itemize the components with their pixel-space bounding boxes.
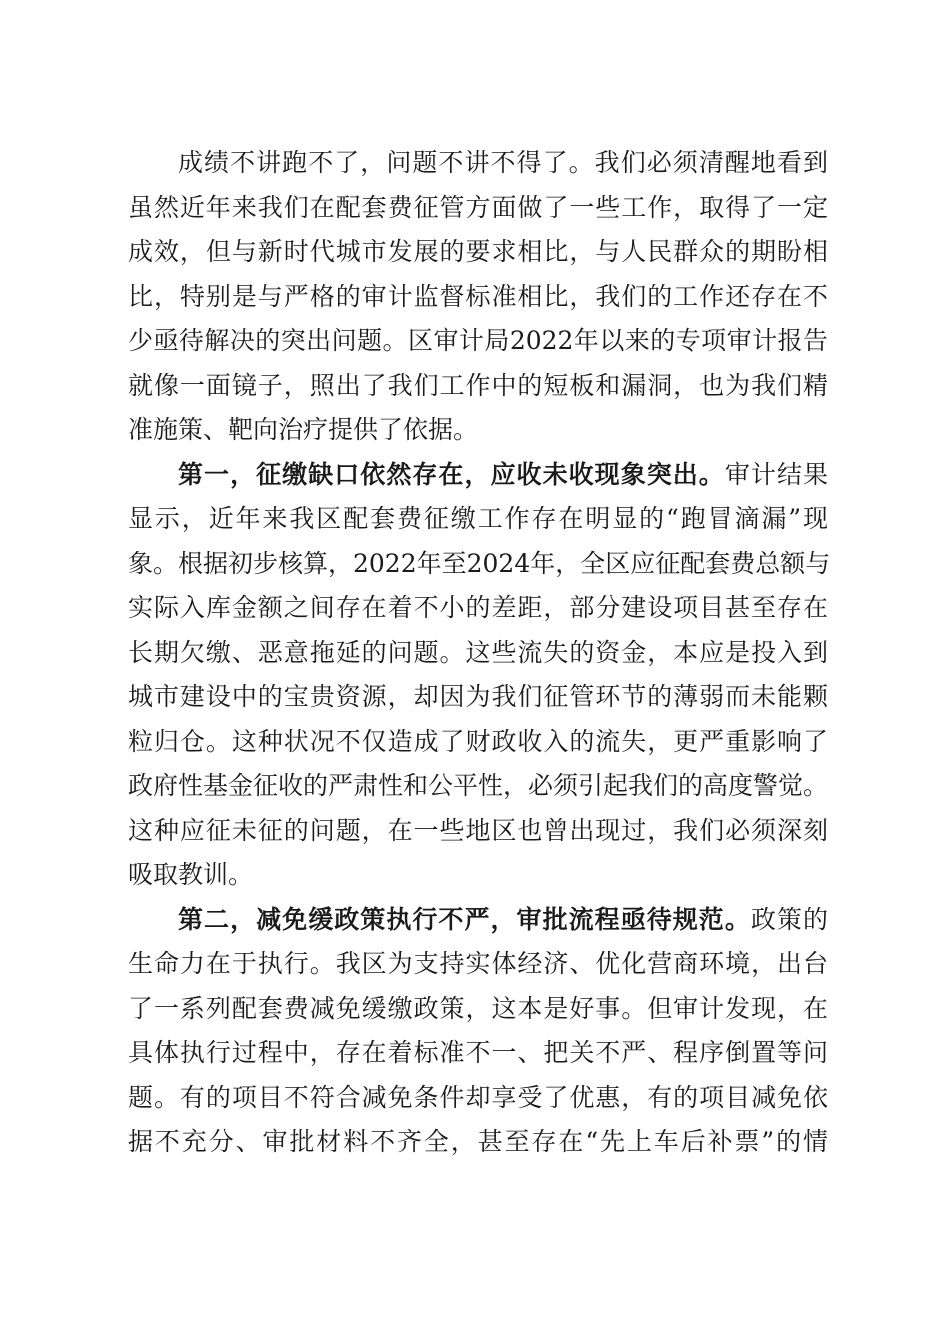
paragraph-3-line-5: 题。有的项目不符合减免条件却享受了优惠，有的项目减免依 [128, 1082, 828, 1112]
paragraph-3-line-4: 具体执行过程中，存在着标准不一、把关不严、程序倒置等问 [128, 1038, 828, 1067]
paragraph-3-line-3: 了一系列配套费减免缓缴政策，这本是好事。但审计发现，在 [128, 993, 828, 1023]
paragraph-3-line-1-text: 政策的 [750, 904, 828, 934]
paragraph-2-line-9: 这种应征未征的问题，在一些地区也曾出现过，我们必须深刻 [128, 815, 828, 845]
paragraph-2-line-8: 政府性基金征收的严肃性和公平性，必须引起我们的高度警觉。 [128, 771, 829, 800]
paragraph-2-line-4: 实际入库金额之间存在着不小的差距，部分建设项目甚至存在 [128, 593, 828, 622]
paragraph-1-line-6: 就像一面镜子，照出了我们工作中的短板和漏洞，也为我们精 [128, 370, 828, 400]
body-text [128, 141, 831, 1165]
paragraph-1-line-2: 虽然近年来我们在配套费征管方面做了一些工作，取得了一定 [128, 192, 828, 222]
paragraph-2-line-3: 象。根据初步核算，2022年至2024年，全区应征配套费总额与 [128, 548, 831, 578]
paragraph-3-line-2: 生命力在于执行。我区为支持实体经济、优化营商环境，出台 [128, 949, 828, 978]
paragraph-2-line-1 [128, 453, 828, 498]
paragraph-2-heading: 第一，征缴缺口依然存在，应收未收现象突出。 [178, 459, 725, 489]
paragraph-2-line-1-text: 审计结果 [724, 459, 828, 489]
paragraph-1-line-3: 成效，但与新时代城市发展的要求相比，与人民群众的期盼相 [128, 237, 828, 266]
paragraph-1-line-7: 准施策、靶向治疗提供了依据。 [128, 415, 479, 444]
paragraph-2-line-2: 显示，近年来我区配套费征缴工作存在明显的“跑冒滴漏”现 [128, 504, 828, 533]
paragraph-1-line-4: 比，特别是与严格的审计监督标准相比，我们的工作还存在不 [128, 281, 828, 311]
paragraph-2-line-5: 长期欠缴、恶意拖延的问题。这些流失的资金，本应是投入到 [128, 637, 828, 667]
paragraph-1-line-1: 成绩不讲跑不了，问题不讲不得了。我们必须清醒地看到 [178, 148, 828, 177]
paragraph-3-line-6: 据不充分、审批材料不齐全，甚至存在“先上车后补票”的情 [128, 1127, 828, 1156]
paragraph-3-line-1 [128, 898, 828, 943]
paragraph-1-line-5: 少亟待解决的突出问题。区审计局2022年以来的专项审计报告 [128, 326, 828, 355]
paragraph-2-line-6: 城市建设中的宝贵资源，却因为我们征管环节的薄弱而未能颗 [128, 682, 828, 711]
paragraph-2-line-10: 吸取教训。 [128, 860, 254, 889]
paragraph-2-line-7: 粒归仓。这种状况不仅造成了财政收入的流失，更严重影响了 [128, 726, 828, 756]
paragraph-3-heading: 第二，减免缓政策执行不严，审批流程亟待规范。 [178, 904, 751, 934]
